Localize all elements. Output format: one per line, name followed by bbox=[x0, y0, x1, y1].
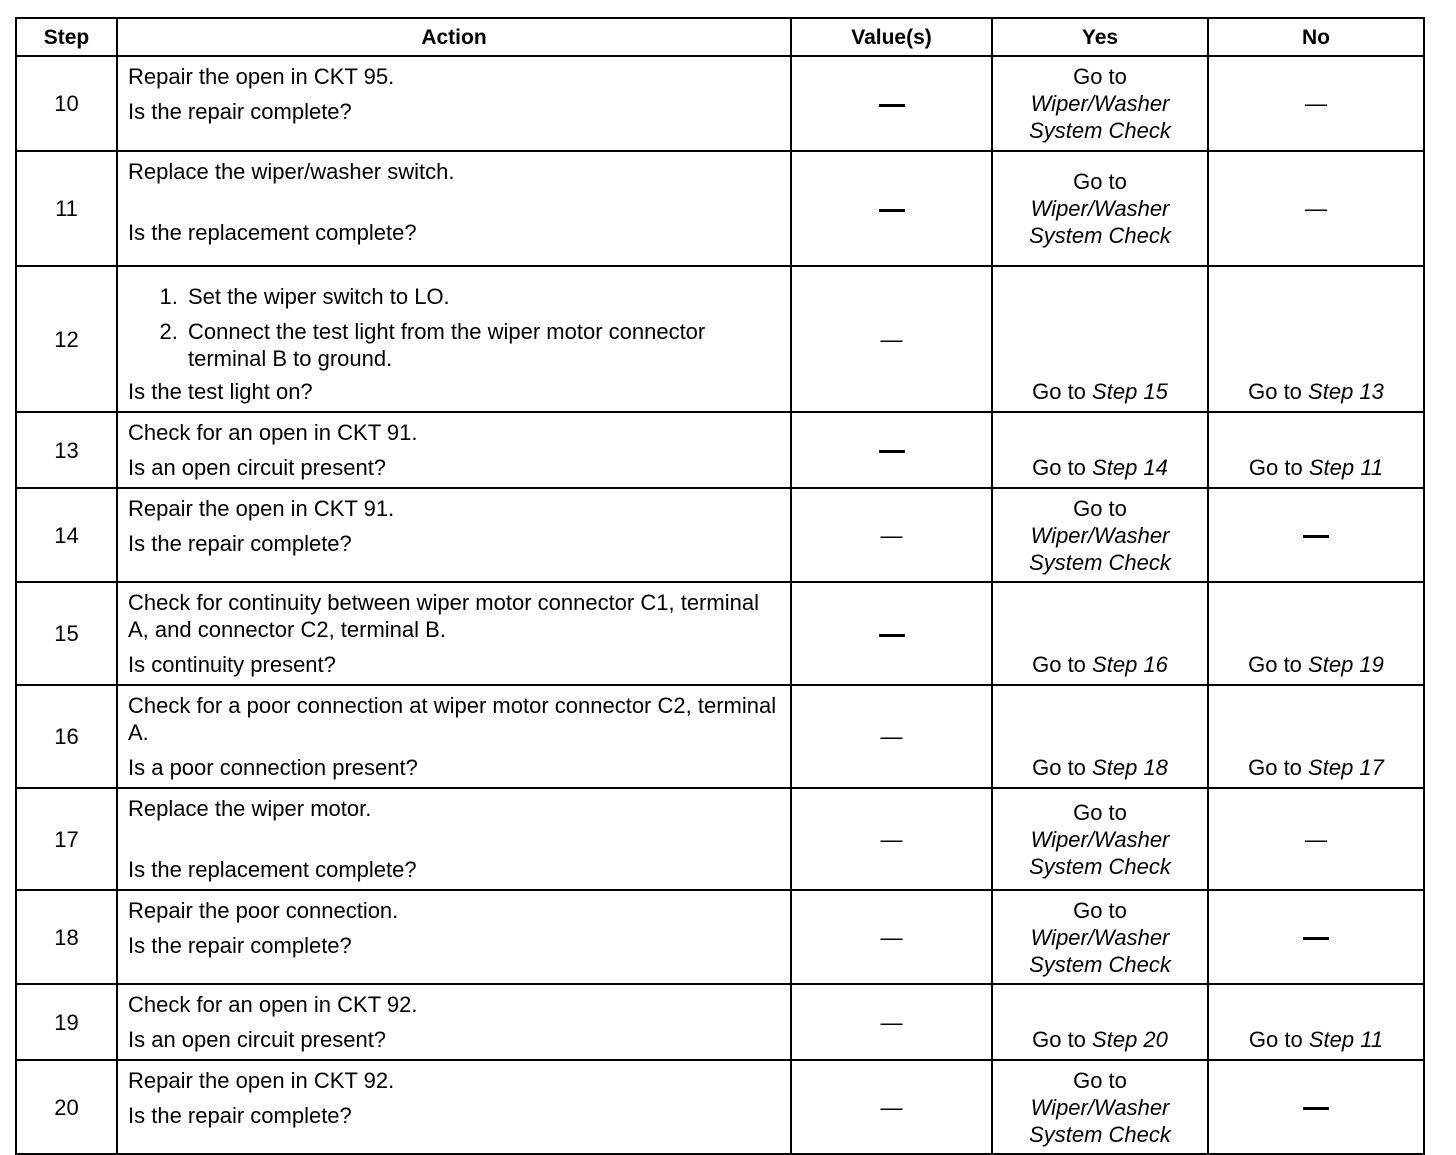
header-step: Step bbox=[16, 18, 117, 56]
goto-target-line2: System Check bbox=[1029, 118, 1171, 143]
no-cell bbox=[1208, 488, 1424, 582]
action-question: Is an open circuit present? bbox=[128, 455, 387, 480]
goto-step: Step 17 bbox=[1308, 755, 1384, 780]
goto-step: Step 19 bbox=[1308, 652, 1384, 677]
goto-label: Go to bbox=[1248, 379, 1302, 404]
action-cell bbox=[117, 984, 791, 1060]
table-row bbox=[16, 266, 1424, 412]
dash-mark bbox=[879, 450, 905, 453]
yes-cell bbox=[992, 685, 1208, 788]
action-instruction: Repair the open in CKT 92. bbox=[128, 1068, 395, 1093]
value-cell bbox=[791, 151, 992, 266]
no-cell bbox=[1208, 151, 1424, 266]
action-cell bbox=[117, 788, 791, 890]
goto-target-line1: Wiper/Washer bbox=[1030, 91, 1170, 116]
no-cell bbox=[1208, 1060, 1424, 1154]
goto-label: Go to bbox=[1073, 897, 1127, 923]
value-dash: — bbox=[880, 522, 903, 548]
yes-cell bbox=[992, 488, 1208, 582]
action-question: Is the repair complete? bbox=[128, 1103, 352, 1128]
action-question: Is an open circuit present? bbox=[128, 1027, 387, 1052]
step-number: 15 bbox=[16, 582, 117, 685]
action-instruction: Repair the open in CKT 95. bbox=[128, 64, 395, 89]
no-cell bbox=[1208, 788, 1424, 890]
value-cell bbox=[791, 56, 992, 151]
goto-system-check bbox=[993, 897, 1207, 978]
goto-system-check bbox=[993, 63, 1207, 144]
step-number: 16 bbox=[16, 685, 117, 788]
action-instruction: Check for an open in CKT 92. bbox=[128, 992, 418, 1017]
goto-step: Step 11 bbox=[1308, 1027, 1384, 1052]
no-cell bbox=[1208, 582, 1424, 685]
action-cell bbox=[117, 412, 791, 488]
action-instruction: Replace the wiper motor. bbox=[128, 796, 372, 821]
step-number: 20 bbox=[16, 1060, 117, 1154]
action-list bbox=[128, 283, 780, 372]
table-row bbox=[16, 488, 1424, 582]
header-action: Action bbox=[117, 18, 791, 56]
step-number: 11 bbox=[16, 151, 117, 266]
table-row bbox=[16, 685, 1424, 788]
goto-target-line1: Wiper/Washer bbox=[1030, 826, 1170, 852]
step-number: 18 bbox=[16, 890, 117, 984]
action-cell bbox=[117, 488, 791, 582]
dash-mark bbox=[1303, 1107, 1329, 1110]
action-question: Is continuity present? bbox=[128, 652, 336, 677]
goto-label: Go to bbox=[1032, 1027, 1086, 1052]
goto-target-line1: Wiper/Washer bbox=[1030, 196, 1170, 221]
goto-step: Step 16 bbox=[1092, 652, 1168, 677]
value-dash: — bbox=[880, 326, 903, 352]
goto-system-check bbox=[993, 495, 1207, 576]
value-cell bbox=[791, 488, 992, 582]
goto-label: Go to bbox=[1073, 495, 1127, 521]
goto-target-line1: Wiper/Washer bbox=[1030, 1094, 1170, 1120]
value-cell bbox=[791, 685, 992, 788]
value-cell bbox=[791, 788, 992, 890]
table-row bbox=[16, 582, 1424, 685]
table-row bbox=[16, 984, 1424, 1060]
action-question: Is the replacement complete? bbox=[128, 220, 417, 245]
goto-label: Go to bbox=[1073, 169, 1127, 194]
action-cell bbox=[117, 266, 791, 412]
action-question: Is a poor connection present? bbox=[128, 755, 418, 780]
step-number: 14 bbox=[16, 488, 117, 582]
value-cell bbox=[791, 582, 992, 685]
goto-label: Go to bbox=[1248, 1027, 1303, 1052]
no-cell bbox=[1208, 890, 1424, 984]
goto-target-line2: System Check bbox=[1029, 1121, 1171, 1147]
yes-cell bbox=[992, 984, 1208, 1060]
diagnostic-table bbox=[15, 17, 1425, 1155]
goto-label: Go to bbox=[1032, 755, 1086, 780]
value-cell bbox=[791, 1060, 992, 1154]
action-instruction: Check for a poor connection at wiper motor connector C2, terminal A. bbox=[128, 693, 777, 745]
yes-cell bbox=[992, 266, 1208, 412]
action-question: Is the test light on? bbox=[128, 379, 313, 404]
no-dash: — bbox=[1305, 826, 1327, 852]
action-instruction: Repair the open in CKT 91. bbox=[128, 496, 395, 521]
header-yes: Yes bbox=[992, 18, 1208, 56]
step-number: 17 bbox=[16, 788, 117, 890]
goto-step: Step 11 bbox=[1308, 455, 1384, 480]
goto-label: Go to bbox=[1032, 652, 1086, 677]
yes-cell bbox=[992, 582, 1208, 685]
value-cell bbox=[791, 412, 992, 488]
goto-target-line2: System Check bbox=[1029, 223, 1171, 248]
action-question: Is the repair complete? bbox=[128, 531, 352, 556]
action-question: Is the replacement complete? bbox=[128, 857, 417, 882]
dash-mark bbox=[1303, 535, 1329, 538]
step-number: 10 bbox=[16, 56, 117, 151]
goto-step: Step 15 bbox=[1092, 379, 1168, 404]
no-cell bbox=[1208, 412, 1424, 488]
goto-label: Go to bbox=[1248, 652, 1302, 677]
yes-cell bbox=[992, 412, 1208, 488]
value-dash: — bbox=[880, 826, 903, 852]
goto-label: Go to bbox=[1248, 755, 1302, 780]
yes-cell bbox=[992, 1060, 1208, 1154]
goto-label: Go to bbox=[1032, 455, 1086, 480]
goto-system-check bbox=[993, 1067, 1207, 1148]
action-list-item: 2. Connect the test light from the wiper motor connector terminal B to ground. bbox=[184, 318, 780, 372]
action-instruction: Check for continuity between wiper motor connector C1, terminal A, and connector C2, terminal B. bbox=[128, 590, 759, 642]
goto-label: Go to bbox=[1032, 379, 1086, 404]
value-dash: — bbox=[880, 1094, 903, 1120]
no-cell bbox=[1208, 685, 1424, 788]
action-cell bbox=[117, 582, 791, 685]
goto-label: Go to bbox=[1073, 799, 1127, 825]
no-cell bbox=[1208, 56, 1424, 151]
dash-mark bbox=[879, 209, 905, 212]
action-question: Is the repair complete? bbox=[128, 99, 352, 124]
action-cell bbox=[117, 890, 791, 984]
action-list-item: 1. Set the wiper switch to LO. bbox=[184, 283, 780, 310]
table-row bbox=[16, 412, 1424, 488]
value-cell bbox=[791, 266, 992, 412]
dash-mark bbox=[879, 634, 905, 637]
yes-cell bbox=[992, 788, 1208, 890]
dash-mark bbox=[1303, 937, 1329, 940]
dash-mark bbox=[879, 104, 905, 107]
action-cell bbox=[117, 56, 791, 151]
table-row bbox=[16, 788, 1424, 890]
header-values: Value(s) bbox=[791, 18, 992, 56]
step-number: 13 bbox=[16, 412, 117, 488]
goto-step: Step 13 bbox=[1308, 379, 1384, 404]
action-cell bbox=[117, 1060, 791, 1154]
header-row bbox=[16, 18, 1424, 56]
goto-target-line1: Wiper/Washer bbox=[1030, 522, 1170, 548]
value-dash: — bbox=[880, 724, 903, 749]
goto-system-check bbox=[993, 168, 1207, 249]
value-dash: — bbox=[880, 1009, 903, 1035]
goto-label: Go to bbox=[1248, 455, 1303, 480]
action-instruction: Repair the poor connection. bbox=[128, 898, 399, 923]
action-cell bbox=[117, 151, 791, 266]
no-cell bbox=[1208, 266, 1424, 412]
yes-cell bbox=[992, 890, 1208, 984]
goto-label: Go to bbox=[1073, 64, 1127, 89]
step-number: 19 bbox=[16, 984, 117, 1060]
goto-step: Step 14 bbox=[1092, 455, 1168, 480]
table-row bbox=[16, 151, 1424, 266]
action-cell bbox=[117, 685, 791, 788]
goto-system-check bbox=[993, 799, 1207, 880]
action-question: Is the repair complete? bbox=[128, 933, 352, 958]
goto-target-line1: Wiper/Washer bbox=[1030, 924, 1170, 950]
action-instruction: Check for an open in CKT 91. bbox=[128, 420, 418, 445]
value-dash: — bbox=[880, 924, 903, 950]
goto-label: Go to bbox=[1073, 1067, 1127, 1093]
value-cell bbox=[791, 984, 992, 1060]
yes-cell bbox=[992, 151, 1208, 266]
no-cell bbox=[1208, 984, 1424, 1060]
yes-cell bbox=[992, 56, 1208, 151]
header-no: No bbox=[1208, 18, 1424, 56]
table-row bbox=[16, 890, 1424, 984]
no-dash: — bbox=[1305, 91, 1327, 116]
table-row bbox=[16, 56, 1424, 151]
action-instruction: Replace the wiper/washer switch. bbox=[128, 159, 455, 184]
goto-step: Step 20 bbox=[1092, 1027, 1168, 1052]
goto-target-line2: System Check bbox=[1029, 951, 1171, 977]
goto-target-line2: System Check bbox=[1029, 549, 1171, 575]
no-dash: — bbox=[1305, 196, 1327, 221]
value-cell bbox=[791, 890, 992, 984]
step-number: 12 bbox=[16, 266, 117, 412]
goto-target-line2: System Check bbox=[1029, 853, 1171, 879]
goto-step: Step 18 bbox=[1092, 755, 1168, 780]
table-row bbox=[16, 1060, 1424, 1154]
